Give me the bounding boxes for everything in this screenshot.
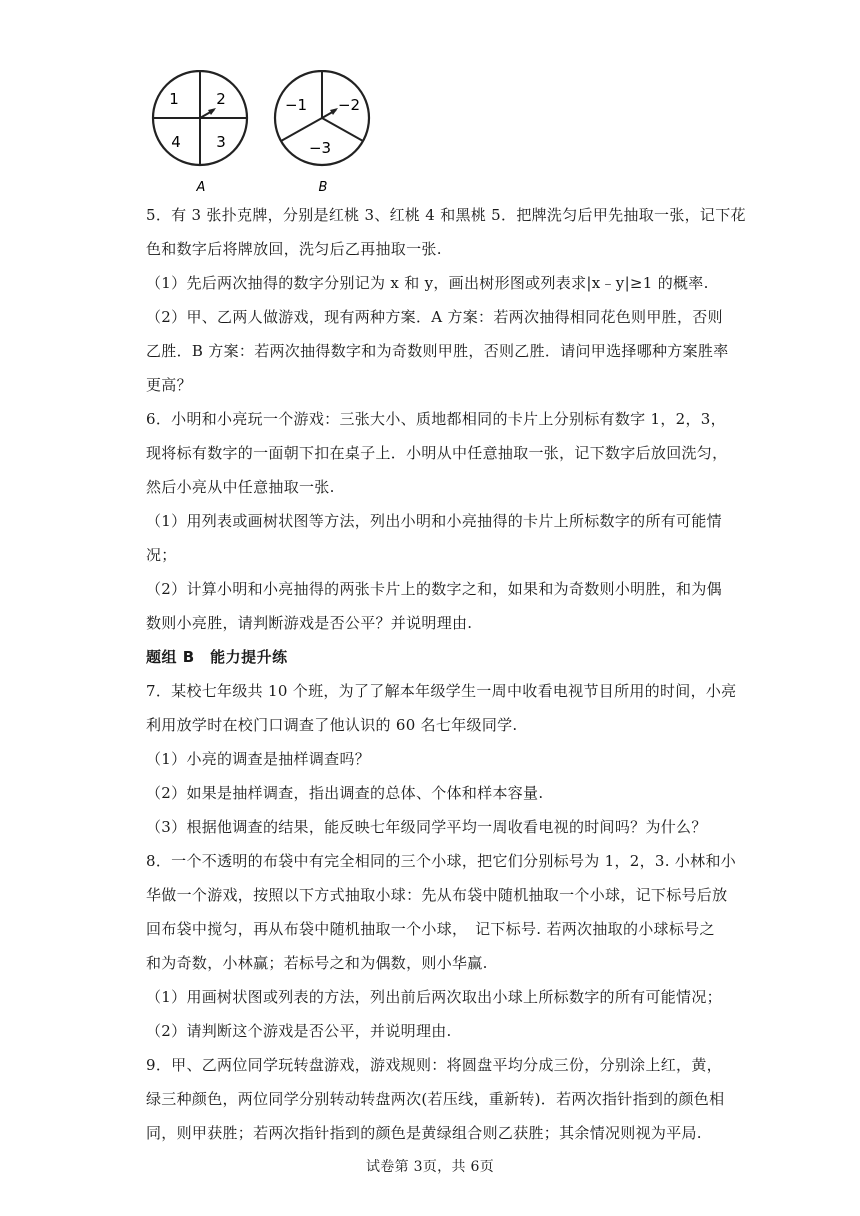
spinner-b-caption: B — [318, 180, 328, 195]
section-b-title: 题组 B 能力提升练 — [146, 648, 288, 666]
spinner-b-figure — [270, 70, 390, 198]
spinner-a-caption: A — [196, 180, 206, 195]
q7-line-2: 利用放学时在校门口调查了他认识的 60 名七年级同学. — [146, 716, 518, 734]
q9-line-1: 9．甲、乙两位同学玩转盘游戏，游戏规则：将圆盘平均分成三份，分别涂上红，黄， — [146, 1056, 722, 1074]
q5-sub-2-line-1: （2）甲、乙两人做游戏，现有两种方案．A 方案：若两次抽得相同花色则甲胜，否则 — [146, 308, 723, 326]
q7-sub-2: （2）如果是抽样调查，指出调查的总体、个体和样本容量. — [146, 784, 544, 802]
q8-line-1: 8．一个不透明的布袋中有完全相同的三个小球，把它们分别标号为 1，2，3. 小林和小 — [146, 852, 737, 870]
spinner-b-sector-neg3: −3 — [308, 139, 332, 157]
q8-line-3: 回布袋中搅匀，再从布袋中随机抽取一个小球， 记下标号. 若两次抽取的小球标号之 — [146, 920, 715, 938]
q8-sub-1: （1）用画树状图或列表的方法，列出前后两次取出小球上所标数字的所有可能情况； — [146, 988, 722, 1006]
questions — [146, 198, 746, 1150]
spinner-b-sector-neg2: −2 — [337, 96, 361, 114]
spinner-a-sector-3: 3 — [216, 133, 226, 151]
page-footer: 试卷第 3页，共 6页 — [365, 1159, 494, 1175]
q8-line-2: 华做一个游戏，按照以下方式抽取小球：先从布袋中随机抽取一个小球，记下标号后放 — [146, 886, 728, 904]
q6-sub-1-line-1: （1）用列表或画树状图等方法，列出小明和小亮抽得的卡片上所标数字的所有可能情 — [146, 512, 722, 530]
q6-sub-2-line-2: 数则小亮胜，请判断游戏是否公平？并说明理由. — [146, 614, 473, 632]
spinner-a-figure — [144, 70, 264, 198]
q6-sub-1-line-2: 况； — [146, 546, 177, 564]
q6-line-3: 然后小亮从中任意抽取一张. — [146, 478, 335, 496]
spinner-a-sector-4: 4 — [171, 133, 181, 151]
q8-line-4: 和为奇数，小林赢；若标号之和为偶数，则小华赢. — [146, 954, 488, 972]
q5-sub-2-line-2: 乙胜．B 方案：若两次抽得数字和为奇数则甲胜，否则乙胜．请问甲选择哪种方案胜率 — [146, 342, 729, 360]
q6-line-2: 现将标有数字的一面朝下扣在桌子上．小明从中任意抽取一张，记下数字后放回洗匀， — [146, 444, 728, 462]
q6-sub-2-line-1: （2）计算小明和小亮抽得的两张卡片上的数字之和，如果和为奇数则小明胜，和为偶 — [146, 580, 722, 598]
q5-sub-1: （1）先后两次抽得的数字分别记为 x 和 y，画出树形图或列表求|x﹣y|≥1 的概率. — [146, 274, 709, 292]
q5-line-2: 色和数字后将牌放回，洗匀后乙再抽取一张. — [146, 240, 442, 258]
spinner-a-sector-2: 2 — [216, 90, 226, 108]
q9-line-3: 同，则甲获胜；若两次指针指到的颜色是黄绿组合则乙获胜；其余情况则视为平局. — [146, 1124, 702, 1142]
q6-line-1: 6．小明和小亮玩一个游戏：三张大小、质地都相同的卡片上分别标有数字 1，2，3， — [146, 410, 726, 428]
q7-sub-1: （1）小亮的调查是抽样调查吗？ — [146, 750, 371, 768]
spinner-a-sector-1: 1 — [169, 90, 179, 108]
spinner-figures — [140, 70, 400, 198]
q7-line-1: 7．某校七年级共 10 个班，为了了解本年级学生一周中收看电视节目所用的时间，小亮 — [146, 682, 737, 700]
spinner-b-sector-neg1: −1 — [284, 96, 308, 114]
q5-line-1: 5．有 3 张扑克牌，分别是红桃 3、红桃 4 和黑桃 5．把牌洗匀后甲先抽取一张，记下花 — [146, 206, 746, 224]
q7-sub-3: （3）根据他调查的结果，能反映七年级同学平均一周收看电视的时间吗？为什么？ — [146, 818, 707, 836]
q9-line-2: 绿三种颜色，两位同学分别转动转盘两次(若压线，重新转)．若两次指针指到的颜色相 — [146, 1090, 725, 1108]
q5-sub-2-line-3: 更高？ — [146, 376, 192, 394]
q8-sub-2: （2）请判断这个游戏是否公平，并说明理由. — [146, 1022, 452, 1040]
